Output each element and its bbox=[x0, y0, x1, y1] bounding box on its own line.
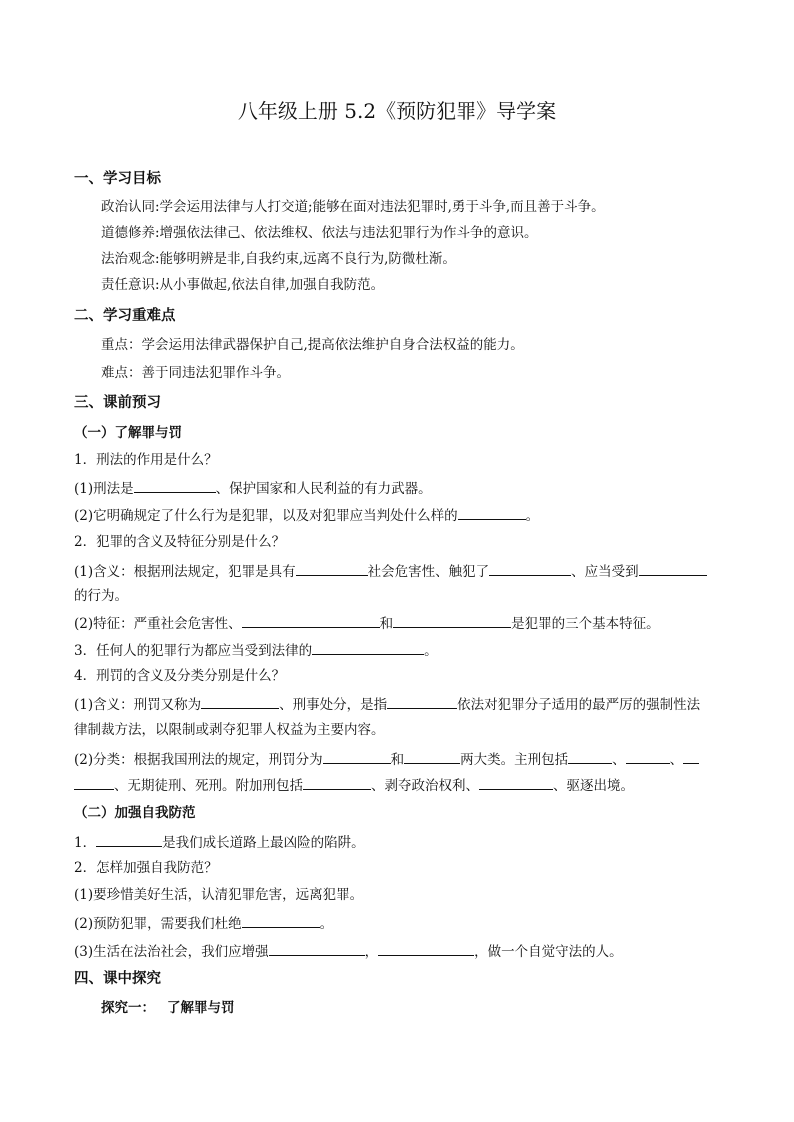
prevention-2: 2．怎样加强自我防范？ bbox=[74, 860, 218, 876]
exploration-1: 探究一： 了解罪与罚 bbox=[101, 1000, 235, 1016]
question-3: 3．任何人的犯罪行为都应当受到法律的 。 bbox=[74, 640, 438, 660]
answer-blank[interactable] bbox=[626, 749, 670, 764]
subsection-self-protection: （二）加强自我防范 bbox=[74, 805, 196, 821]
answer-blank[interactable] bbox=[312, 640, 424, 655]
objective-moral: 道德修养:增强依法律己、依法维权、依法与违法犯罪行为作斗争的意识。 bbox=[101, 225, 538, 241]
objective-law: 法治观念:能够明辨是非,自我约束,远离不良行为,防微杜渐。 bbox=[101, 251, 456, 267]
objective-responsibility: 责任意识:从小事做起,依法自律,加强自我防范。 bbox=[101, 277, 385, 293]
section-heading-keypoints: 二、学习重难点 bbox=[74, 308, 176, 324]
question-2a: (1)含义：根据刑法规定，犯罪是具有 社会危害性、触犯了 、应当受到 bbox=[74, 561, 707, 581]
prevention-2a: (1)要珍惜美好生活，认清犯罪危害，远离犯罪。 bbox=[74, 887, 364, 903]
prevention-2c: (3)生活在法治社会，我们应增强 ， ，做一个自觉守法的人。 bbox=[74, 941, 623, 961]
answer-blank[interactable] bbox=[269, 941, 365, 956]
answer-blank[interactable] bbox=[201, 694, 279, 709]
key-point: 重点：学会运用法律武器保护自己,提高依法维护自身合法权益的能力。 bbox=[101, 337, 524, 353]
answer-blank[interactable] bbox=[568, 749, 612, 764]
question-2b: (2)特征：严重社会危害性、 和 是犯罪的三个基本特征。 bbox=[74, 613, 660, 633]
answer-blank[interactable] bbox=[387, 694, 457, 709]
question-1b: (2)它明确规定了什么行为是犯罪，以及对犯罪应当判处什么样的 。 bbox=[74, 505, 539, 525]
section-heading-exploration: 四、课中探究 bbox=[74, 971, 161, 987]
answer-blank[interactable] bbox=[242, 613, 380, 628]
question-1a: (1)刑法是 、保护国家和人民利益的有力武器。 bbox=[74, 478, 432, 498]
answer-blank[interactable] bbox=[393, 613, 511, 628]
prevention-2b: (2)预防犯罪，需要我们杜绝 。 bbox=[74, 913, 333, 933]
answer-blank[interactable] bbox=[242, 913, 320, 928]
answer-blank[interactable] bbox=[378, 941, 474, 956]
page-title: 八年级上册 5.2《预防犯罪》导学案 bbox=[237, 99, 557, 123]
difficult-point: 难点：善于同违法犯罪作斗争。 bbox=[101, 365, 290, 381]
question-1: 1．刑法的作用是什么？ bbox=[74, 452, 218, 468]
question-2: 2．犯罪的含义及特征分别是什么？ bbox=[74, 534, 286, 550]
answer-blank[interactable] bbox=[404, 749, 460, 764]
question-4b-cont: 、无期徒刑、死刑。附加刑包括 、剥夺政治权利、 、驱逐出境。 bbox=[74, 775, 634, 795]
prevention-1: 1． 是我们成长道路上最凶险的陷阱。 bbox=[74, 832, 365, 852]
answer-blank[interactable] bbox=[683, 749, 699, 764]
question-4: 4．刑罚的含义及分类分别是什么？ bbox=[74, 668, 286, 684]
objective-political: 政治认同:学会运用法律与人打交道;能够在面对违法犯罪时,勇于斗争,而且善于斗争。 bbox=[101, 199, 605, 215]
question-4b: (2)分类：根据我国刑法的规定，刑罚分为 和 两大类。主刑包括 、 、 bbox=[74, 749, 699, 769]
answer-blank[interactable] bbox=[479, 775, 553, 790]
answer-blank[interactable] bbox=[96, 832, 162, 847]
question-4a: (1)含义：刑罚又称为 、刑事处分，是指 依法对犯罪分子适用的最严厉的强制性法 bbox=[74, 694, 700, 714]
answer-blank[interactable] bbox=[458, 505, 526, 520]
question-4a-cont: 律制裁方法，以限制或剥夺犯罪人权益为主要内容。 bbox=[74, 722, 385, 738]
section-heading-objectives: 一、学习目标 bbox=[74, 171, 161, 187]
answer-blank[interactable] bbox=[489, 561, 571, 576]
answer-blank[interactable] bbox=[296, 561, 368, 576]
answer-blank[interactable] bbox=[303, 775, 371, 790]
answer-blank[interactable] bbox=[134, 478, 216, 493]
subsection-crime-punishment: （一）了解罪与罚 bbox=[74, 425, 182, 441]
answer-blank[interactable] bbox=[323, 749, 391, 764]
answer-blank[interactable] bbox=[639, 561, 707, 576]
question-2a-cont: 的行为。 bbox=[74, 588, 128, 604]
answer-blank[interactable] bbox=[74, 775, 114, 790]
section-heading-preview: 三、课前预习 bbox=[74, 395, 161, 411]
